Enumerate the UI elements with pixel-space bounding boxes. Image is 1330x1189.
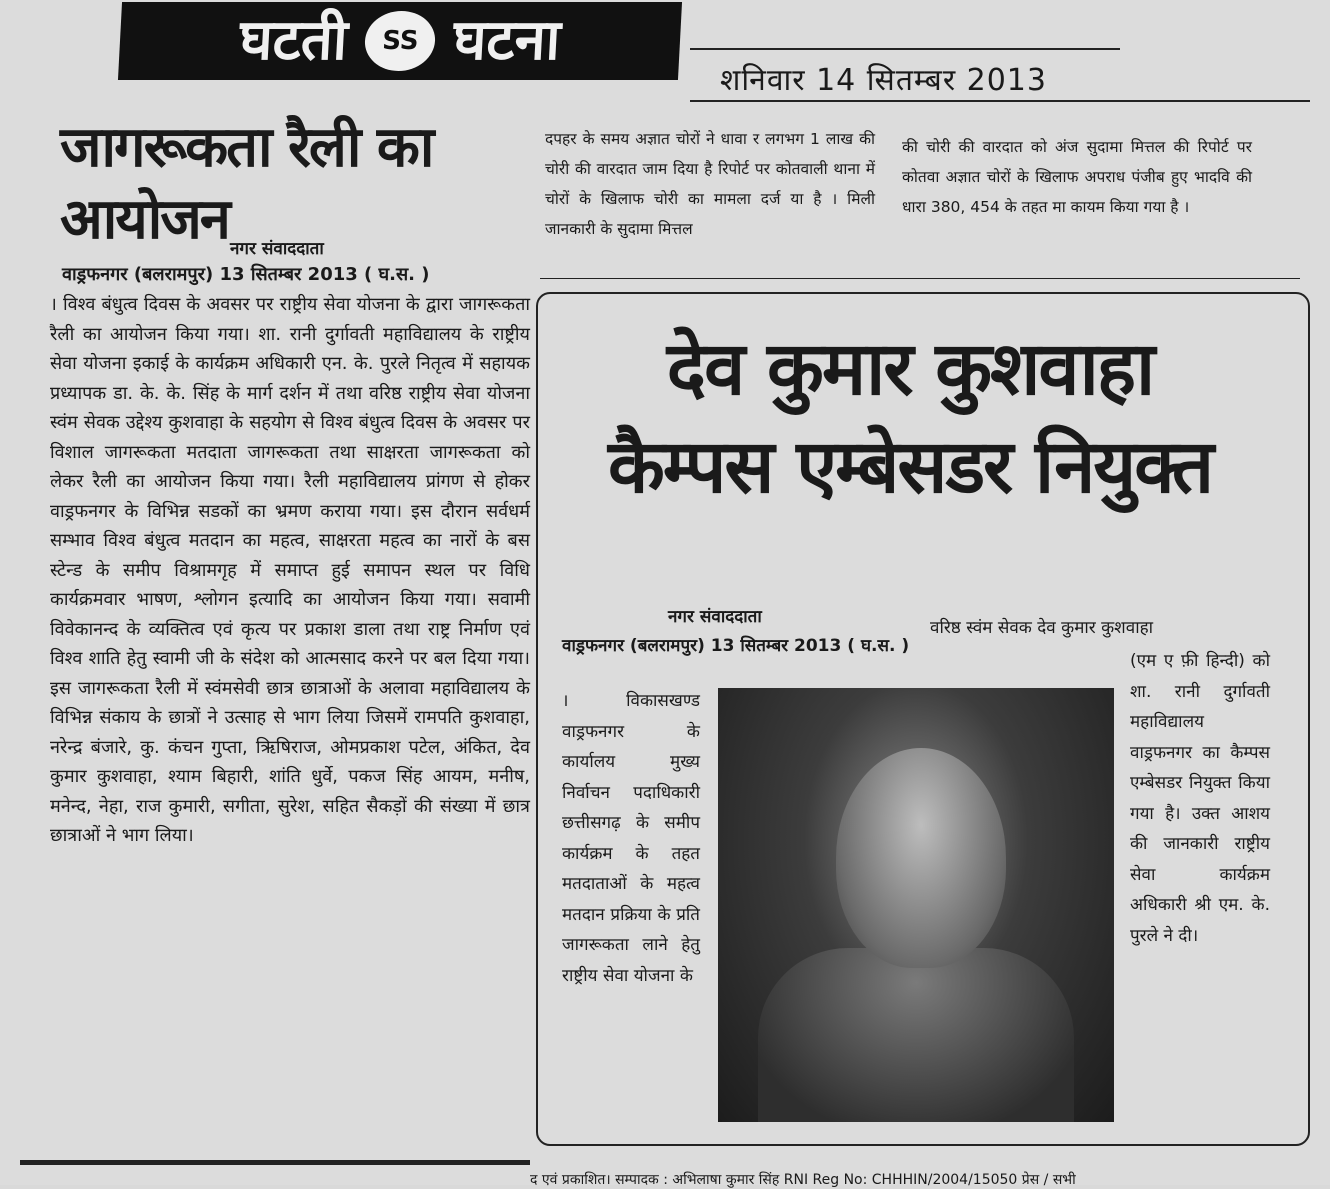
- footer-imprint: द एवं प्रकाशित। सम्पादक : अभिलाषा कुमार सिंह RNI Reg No: CHHHIN/2004/15050 प्रेस / सभी: [530, 1172, 1076, 1188]
- left-article-text: । विश्व बंधुत्व दिवस के अवसर पर राष्ट्रीय सेवा योजना के द्वारा जागरूकता रैली का आयोजन किया गया। शा. रानी दुर्गावती महाविद्यालय के राष्ट्रीय सेवा योजना इकाई के कार्यक्रम अधिकारी एन. के. पुरले नितृत्व में सहायक प्रध्यापक डा. के. के. सिंह के मार्ग दर्शन में तथा वरिष्ठ राष्ट्रीय सेवा योजना स्वंम सेवक उद्देश्य कुशवाहा के सहयोग से विश्व बंधुत्व दिवस के अवसर पर विशाल जागरूकता मतदाता जागरूकता तथा साक्षरता जागरूकता को लेकर रैली का आयोजन किया गया। रैली महाविद्यालय प्रांगण से होकर वाड्रफनगर के विभिन्न सडकों का भ्रमण कराया गया। इस दौरान सर्वधर्म सम्भाव विश्व बंधुत्व मतदान का महत्व, साक्षरता महत्व का नारों के बस स्टेन्ड के समीप विश्रामगृह में समाप्त हुई समापन स्थल पर विधि कार्यक्रमवार भाषण, श्लोगन इत्यादि का आयोजन किया गया। सवामी विवेकानन्द के व्यक्तित्व एवं कृत्य पर प्रकाश डाला तथा राष्ट्र निर्माण एवं विश्व शाति हेतु स्वामी जी के संदेश को आत्मसाद करने पर बल दिया गया। इस जागरूकता रैली में स्वंमसेवी छात्र छात्राओं के अलावा महाविद्यालय के विभिन्न संकाय के छात्रों ने उत्साह से भाग लिया जिसमें रामपति कुशवाहा, नरेन्द्र बंजारे, कु. कंचन गुप्ता, ऋिषिराज, ओमप्रकाश पटेल, अंकित, देव कुमार कुशवाहा, श्याम बिहारी, शांति धुर्वे, पकज सिंह आयम, मनीष, मनेन्द, नेहा, राज कुमारी, सगीता, सुरेश, सहित सैकड़ों की संख्या में छात्र छात्राओं ने भाग लिया।: [50, 294, 530, 846]
- masthead-logo-icon: SS: [364, 11, 437, 71]
- portrait-shoulders: [758, 948, 1074, 1122]
- divider: [690, 100, 1310, 102]
- top-right-snippet: की चोरी की वारदात को अंज सुदामा मित्तल की रिपोर्ट पर कोतवा अज्ञात चोरों के खिलाफ अपराध पंजीब हुए भादवि की धारा 380, 454 के तहत मा कायम किया गया है ।: [902, 138, 1252, 216]
- main-body-left: । विकासखण्ड वाड्रफनगर के कार्यालय मुख्य निर्वाचन पदाधिकारी छत्तीसगढ़ के समीप कार्यक्रम के तहत मतदाताओं के महत्व मतदान प्रक्रिया के प्रति जागरूकता लाने हेतु राष्ट्रीय सेवा योजना के: [562, 691, 700, 986]
- left-article-body: [50, 290, 530, 851]
- main-byline-right: वरिष्ठ स्वंम सेवक देव कुमार कुशवाहा: [930, 618, 1154, 638]
- masthead-right-word: घटना: [451, 8, 563, 73]
- issue-date: शनिवार 14 सितम्बर 2013: [720, 63, 1047, 98]
- divider: [20, 1160, 530, 1165]
- main-headline: [560, 320, 1260, 516]
- left-headline: जागरूकता रैली का आयोजन: [60, 115, 433, 252]
- top-middle-snippet: दपहर के समय अज्ञात चोरों ने धावा र लगभग 1 लाख की चोरी की वारदात जाम दिया है रिपोर्ट पर कोतवाली थाना में चोरों के खिलाफ चोरी का मामला दर्ज या है । मिली जानकारी के सुदामा मित्तल: [545, 130, 875, 238]
- divider: [540, 278, 1300, 279]
- main-headline-line1: देव कुमार कुशवाहा: [666, 326, 1154, 412]
- main-byline: नगर संवाददाता: [668, 607, 762, 627]
- divider: [690, 48, 1120, 50]
- left-byline: नगर संवाददाता: [230, 239, 324, 259]
- main-body-right: (एम ए फ़ी हिन्दी) को शा. रानी दुर्गावती महाविद्यालय वाड्रफनगर का कैम्पस एम्बेसडर नियुक्त किया गया है। उक्त आशय की जानकारी राष्ट्रीय सेवा कार्यक्रम अधिकारी श्री एम. के. पुरले ने दी।: [1130, 651, 1270, 946]
- portrait-head: [836, 748, 1006, 968]
- main-headline-line2: कैम्पस एम्बेसडर नियुक्त: [607, 424, 1213, 510]
- main-dateline: वाड्रफनगर (बलरामपुर) 13 सितम्बर 2013 ( घ.स. ): [562, 636, 910, 656]
- left-dateline: वाड्रफनगर (बलरामपुर) 13 सितम्बर 2013 ( घ.स. ): [62, 264, 430, 285]
- portrait-photo: [718, 688, 1114, 1122]
- masthead-left-word: घटती: [237, 8, 350, 73]
- masthead: [118, 2, 682, 80]
